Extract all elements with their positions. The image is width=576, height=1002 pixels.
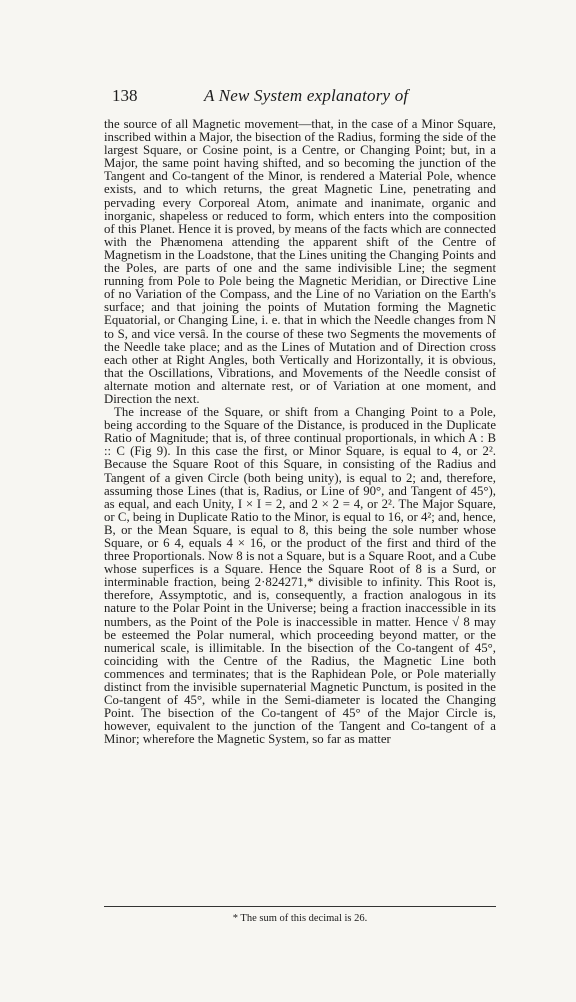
paragraph-1: the source of all Magnetic movement—that, in the case of a Minor Square, inscribed within a Major, the bisection of the Radius, forming the side of the largest Square, or Cosine point, is a Centre, or Changing Point; but, in a Major, the same point having shifted, and so becoming the junction of the Tangent and Co-tangent of the Minor, is rendered a Material Pole, whence exists, and to which returns, the great Magnetic Line, penetrating and pervading every Corporeal Atom, animate and inanimate, organic and inorganic, shapeless or reduced to form, which enters into the composition of this Planet. Hence it is proved, by means of the facts which are connected with the Phænomena attending the apparent shift of the Centre of Magnetism in the Loadstone, that the Lines uniting the Changing Points and the Poles, are parts of one and the same indivisible Line; the segment running from Pole to Pole being the Magnetic Meridian, or Directive Line of no Variation of the Compass, and the Line of no Variation on the Earth's surface; and that joining the points of Mutation forming the Magnetic Equatorial, or Changing Line, i. e. that in which the Needle changes from N to S, and vice versâ. In the course of these two Segments the movements of the Needle take place; and as the Lines of Mutation and of Direction cross each other at Right Angles, both Vertically and Horizontally, it is obvious, that the Oscillations, Vibrations, and Movements of the Needle consist of alternate motion and alternate rest, or of Variation at one moment, and Direction the next. — [104, 117, 496, 406]
body-text — [104, 118, 496, 747]
running-title: A New System explanatory of — [204, 86, 409, 105]
footnote: * The sum of this decimal is 26. — [232, 913, 368, 924]
footnote-divider — [104, 906, 496, 907]
page-header — [112, 86, 492, 110]
page-number: 138 — [112, 86, 138, 105]
paragraph-2: The increase of the Square, or shift from a Changing Point to a Pole, being according to the Square of the Distance, is produced in the Duplicate Ratio of Magnitude; that is, of three continual proportionals, in which A : B :: C (Fig 9). In this case the first, or Minor Square, is equal to 4, or 2². Because the Square Root of this Square, in consisting of the Radius and Tangent of a given Circle (both being unity), is equal to 2; and, therefore, assuming those Lines (that is, Radius, or Line of 90°, and Tangent of 45°), as equal, and each Unity, I × I = 2, and 2 × 2 = 4, or 2². The Major Square, or C, being in Duplicate Ratio to the Minor, is equal to 16, or 4²; and, hence, B, or the Mean Square, is equal to 8, this being the sole number whose Square, or 6 4, equals 4 × 16, or the product of the first and third of the three Proportionals. Now 8 is not a Square, but is a Square Root, and a Cube whose superfices is a Square. Hence the Square Root of 8 is a Surd, or interminable fraction, being 2·824271,* divisible to infinity. This Root is, therefore, Assymptotic, and is, consequently, a fraction analogous in its nature to the Polar Point in the Universe; being a fraction inaccessible in its numbers, as the Point of the Pole is inaccessible in matter. Hence √ 8 may be esteemed the Polar numeral, which proceeding beyond matter, or the numerical scale, is illimitable. In the bisection of the Co-tangent of 45°, coinciding with the Centre of the Radius, the Magnetic Line both commences and terminates; that is the Raphidean Pole, or Pole materially distinct from the invisible supernaterial Magnetic Punctum, is posited in the Co-tangent of 45°, while in the Semi-diameter is located the Changing Point. The bisection of the Co-tangent of 45° of the Major Circle is, however, equivalent to the junction of the Tangent and Co-tangent of a Minor; wherefore the Magnetic System, so far as matter — [104, 405, 496, 747]
